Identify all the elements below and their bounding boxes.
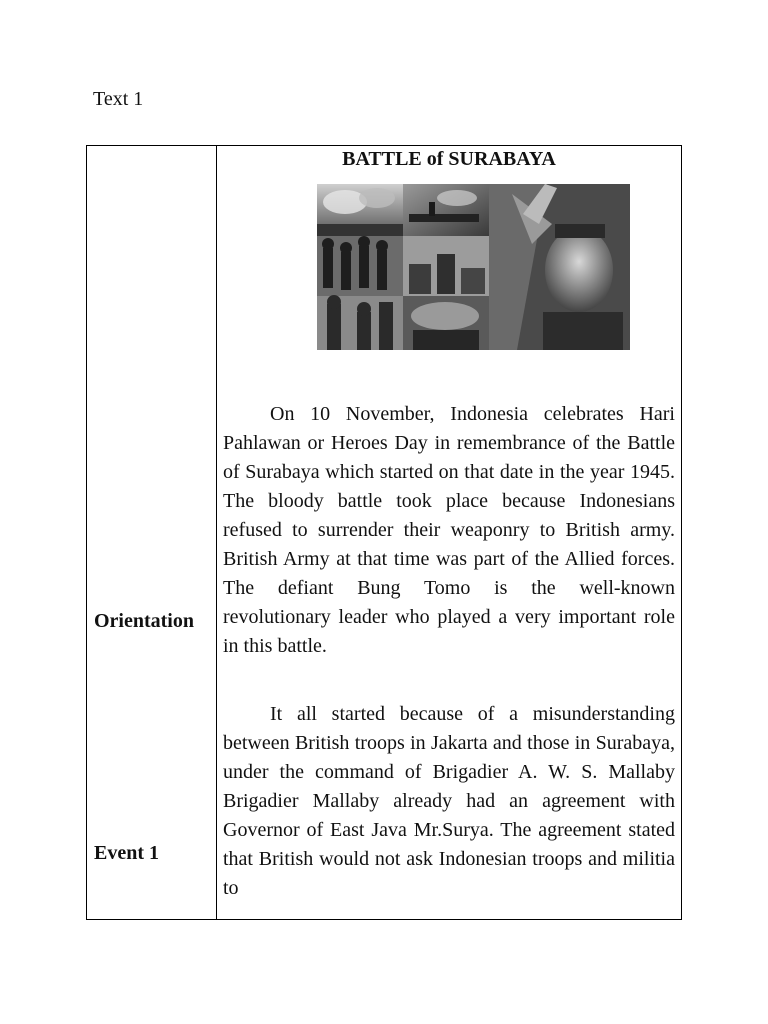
column-divider xyxy=(216,146,217,919)
text-title: BATTLE of SURABAYA xyxy=(342,148,556,170)
orientation-paragraph: On 10 November, Indonesia celebrates Hari Pahlawan or Heroes Day in remembrance of the Battle of Surabaya which started on that date in the year 1945. The bloody battle took place because Indonesians refused to surrender their weaponry to British army. British Army at that time was part of the Allied forces. The defiant Bung Tomo is the well-known revolutionary leader who played a very important role in this battle. xyxy=(223,403,675,657)
stage-label-orientation: Orientation xyxy=(94,610,194,632)
battle-photo-collage xyxy=(317,184,630,350)
text-structure-table xyxy=(86,145,682,920)
document-label: Text 1 xyxy=(93,88,144,110)
stage-label-event-1: Event 1 xyxy=(94,842,159,864)
event-1-paragraph: It all started because of a misunderstanding between British troops in Jakarta and those in Surabaya, under the command of Brigadier A. W. S. Mallaby Brigadier Mallaby already had an agreement with Governor of East Java Mr.Surya. The agreement stated that British would not ask Indonesian troops and militia to xyxy=(223,703,675,899)
